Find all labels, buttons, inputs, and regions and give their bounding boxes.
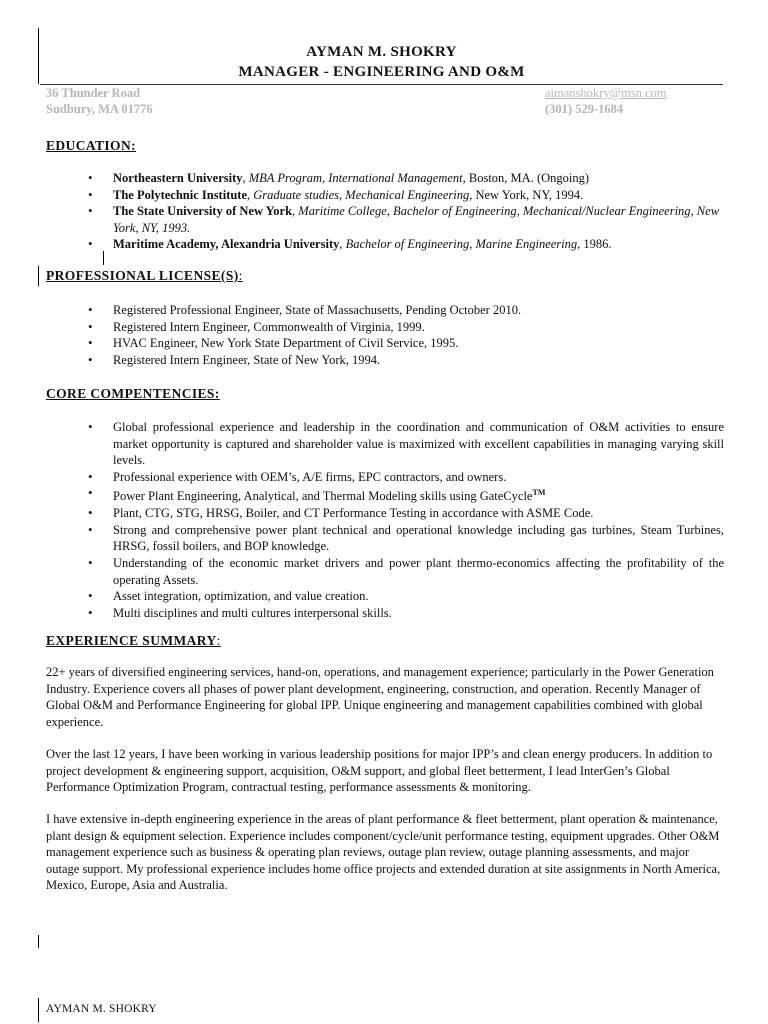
education-heading: EDUCATION: bbox=[46, 138, 137, 153]
education-list bbox=[88, 170, 724, 253]
margin-mark bbox=[38, 998, 39, 1022]
address-line-2: Sudbury, MA 01776 bbox=[46, 102, 153, 116]
education-item: • The Polytechnic Institute, Graduate studies, Mechanical Engineering, New York, NY, 1994. bbox=[88, 187, 724, 204]
footer-name: AYMAN M. SHOKRY bbox=[46, 1003, 157, 1015]
competencies-list bbox=[88, 419, 724, 621]
experience-paragraph: I have extensive in-depth engineering experience in the areas of plant performance & fleet betterment, plant operation & maintenance, plant design & equipment selection. Experience includes component/cycle/unit performance testing, equipment upgrades. Other O&M management experience such as business & operating plan reviews, outage plan review, outage planning assessments, and major outage support. My professional experience includes home office projects and extended duration at site assignments in North America, Mexico, Europe, Asia and Australia. bbox=[46, 812, 721, 893]
phone-number: (301) 529-1684 bbox=[545, 102, 624, 116]
competency-item: • Global professional experience and leadership in the coordination and communication of O&M activities to ensure market opportunity is captured and shareholder value is maximized with excellent capabilities in managing varying skill levels. bbox=[88, 419, 724, 469]
margin-mark bbox=[38, 935, 39, 948]
experience-paragraph: 22+ years of diversified engineering services, hand-on, operations, and management experience; particularly in the Power Generation Industry. Experience covers all phases of power plant development, engineering, construction, and operation. Recently Manager of Global O&M and Performance Engineering for global IPP. Unique engineering and management capabilities combined with global experience. bbox=[46, 665, 714, 729]
competency-item: • Asset integration, optimization, and value creation. bbox=[88, 588, 724, 605]
competency-item: • Multi disciplines and multi cultures interpersonal skills. bbox=[88, 605, 724, 622]
license-item: • Registered Professional Engineer, State of Massachusetts, Pending October 2010. bbox=[88, 302, 724, 319]
margin-mark bbox=[38, 28, 39, 84]
license-item: • Registered Intern Engineer, State of New York, 1994. bbox=[88, 352, 724, 369]
experience-paragraph: Over the last 12 years, I have been working in various leadership positions for major IPP’s and clean energy producers. In addition to project development & engineering support, acquisition, O&M support, and global fleet betterment, I lead InterGen’s Global Performance Optimization Program, contractual testing, performance assessments & monitoring. bbox=[46, 747, 713, 795]
resume-name: AYMAN M. SHOKRY bbox=[306, 44, 457, 60]
competency-item: • Professional experience with OEM’s, A/E firms, EPC contractors, and owners. bbox=[88, 469, 724, 486]
resume-title: MANAGER - ENGINEERING AND O&M bbox=[238, 64, 525, 80]
competencies-heading: CORE COMPENTENCIES: bbox=[46, 386, 220, 401]
education-item: • Maritime Academy, Alexandria University, Bachelor of Engineering, Marine Engineering, 1986. bbox=[88, 236, 724, 253]
competency-item: • Power Plant Engineering, Analytical, and Thermal Modeling skills using GateCycle™ bbox=[88, 485, 724, 505]
header-divider bbox=[40, 84, 723, 85]
competency-item: • Plant, CTG, STG, HRSG, Boiler, and CT Performance Testing in accordance with ASME Code. bbox=[88, 505, 724, 522]
competency-item: • Strong and comprehensive power plant technical and operational knowledge including gas turbines, Steam Turbines, HRSG, fossil boilers, and BOP knowledge. bbox=[88, 522, 724, 555]
education-item: • Northeastern University, MBA Program, International Management, Boston, MA. (Ongoing) bbox=[88, 170, 724, 187]
address-line-1: 36 Thunder Road bbox=[46, 86, 141, 100]
education-item: • The State University of New York, Maritime College, Bachelor of Engineering, Mechanical/Nuclear Engineering, New York, NY, 1993. bbox=[88, 203, 724, 236]
competency-item: • Understanding of the economic market drivers and power plant thermo-economics affecting the profitability of the operating Assets. bbox=[88, 555, 724, 588]
license-item: • Registered Intern Engineer, Commonwealth of Virginia, 1999. bbox=[88, 319, 724, 336]
email-link[interactable]: aimanshokry@msn.com bbox=[545, 86, 667, 100]
licenses-heading: PROFESSIONAL LICENSE(S): bbox=[46, 268, 243, 283]
license-item: • HVAC Engineer, New York State Department of Civil Service, 1995. bbox=[88, 335, 724, 352]
experience-heading: EXPERIENCE SUMMARY: bbox=[46, 633, 221, 648]
licenses-list bbox=[88, 302, 724, 368]
margin-mark bbox=[38, 266, 39, 286]
margin-mark bbox=[103, 251, 104, 265]
